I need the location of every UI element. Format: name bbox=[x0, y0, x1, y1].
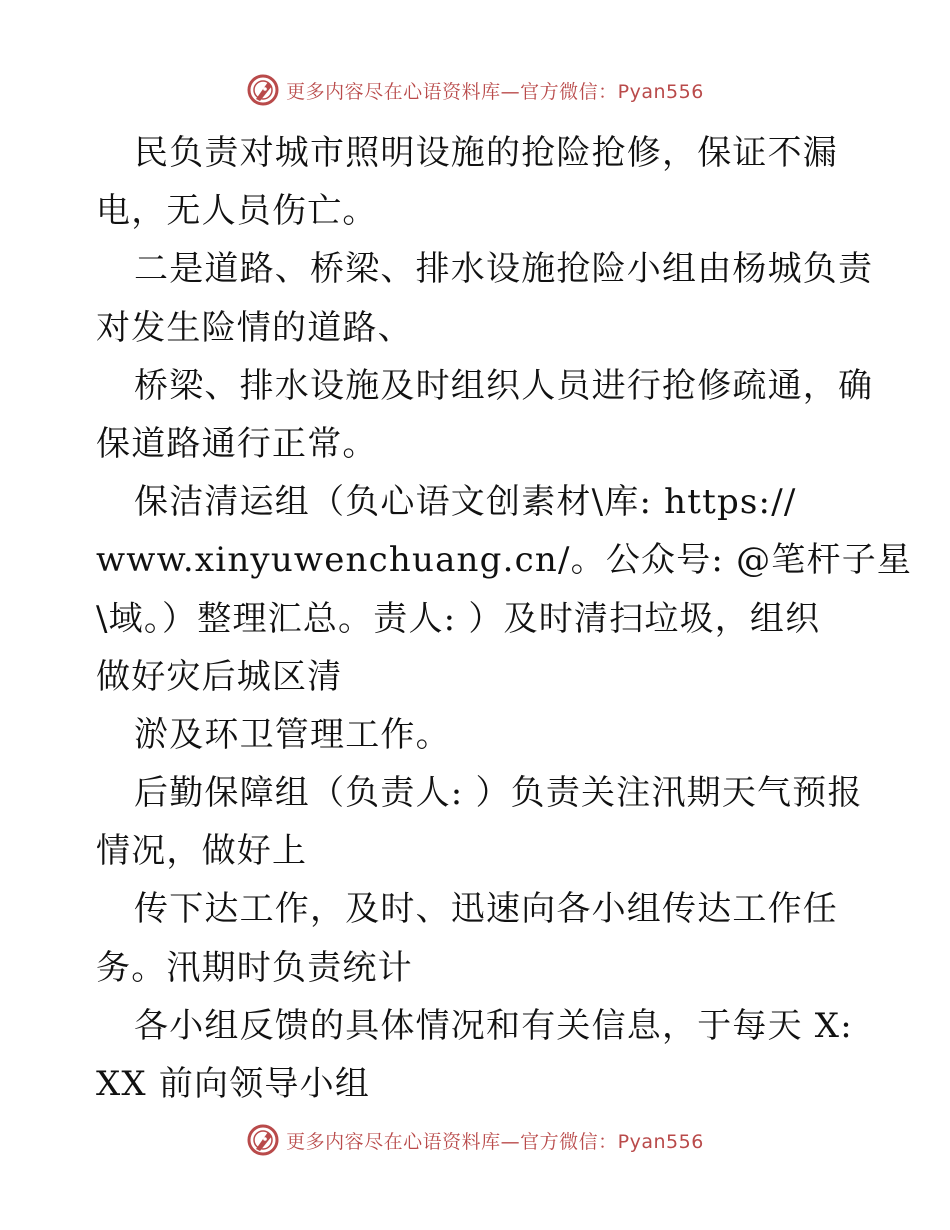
watermark-text: 更多内容尽在心语资料库—官方微信：Pyan556 bbox=[286, 80, 704, 103]
text-line: 民负责对城市照明设施的抢险抢修，保证不漏 bbox=[134, 133, 838, 173]
text-line: 后勤保障组（负责人: ）负责关注汛期天气预报 bbox=[134, 773, 863, 814]
pen-nib-logo-icon bbox=[246, 73, 280, 107]
text-line: 保道路通行正常。 bbox=[96, 423, 378, 464]
text-line: 做好灾后城区清 bbox=[96, 656, 343, 697]
footer-watermark bbox=[0, 1120, 950, 1160]
text-line: 电，无人员伤亡。 bbox=[96, 191, 378, 232]
text-line: 桥梁、排水设施及时组织人员进行抢修疏通，确 bbox=[134, 365, 874, 406]
pen-nib-logo-icon bbox=[246, 1123, 280, 1157]
text-line: 淤及环卫管理工作。 bbox=[134, 714, 451, 755]
header-watermark bbox=[0, 70, 950, 110]
text-line: 保洁清运组（负心语文创素材\库: https:// bbox=[134, 482, 797, 523]
text-line: 情况，做好上 bbox=[96, 831, 308, 872]
text-line: 二是道路、桥梁、排水设施抢险小组由杨城负责 bbox=[134, 249, 874, 290]
text-line: 对发生险情的道路、 bbox=[96, 307, 413, 348]
text-line: 务。汛期时负责统计 bbox=[96, 947, 413, 988]
text-line: 各小组反馈的具体情况和有关信息，于每天 X: bbox=[134, 1005, 853, 1046]
text-line: XX 前向领导小组 bbox=[96, 1064, 371, 1104]
text-line: \域。）整理汇总。责人: ）及时清扫垃圾，组织 bbox=[96, 598, 821, 639]
text-line: www.xinyuwenchuang.cn/。公众号: @笔杆子星 bbox=[96, 540, 913, 581]
document-body bbox=[96, 124, 913, 1113]
text-line: 传下达工作，及时、迅速向各小组传达工作任 bbox=[134, 889, 838, 930]
watermark-text: 更多内容尽在心语资料库—官方微信：Pyan556 bbox=[286, 1130, 704, 1153]
